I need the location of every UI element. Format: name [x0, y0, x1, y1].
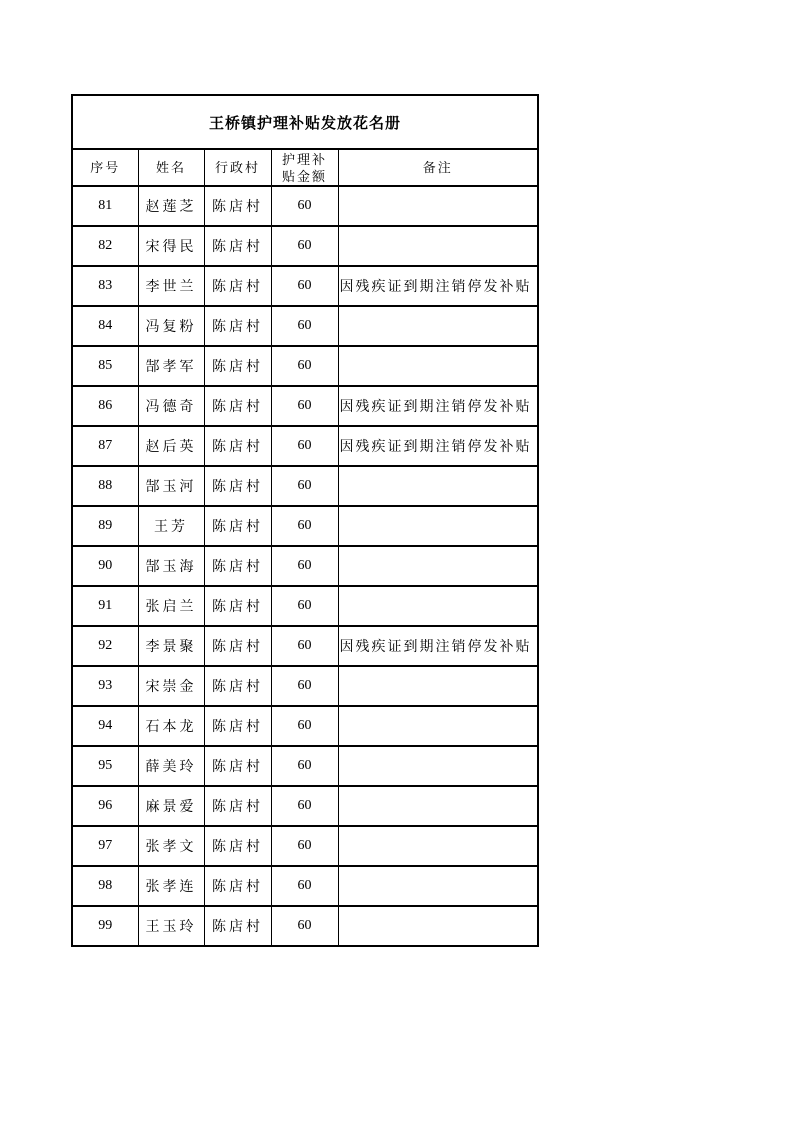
table-row — [72, 786, 538, 826]
cell-village: 陈店村 — [204, 386, 271, 426]
cell-village: 陈店村 — [204, 786, 271, 826]
cell-remark — [338, 186, 538, 226]
cell-index: 93 — [72, 666, 138, 706]
cell-index: 86 — [72, 386, 138, 426]
cell-index: 91 — [72, 586, 138, 626]
cell-index: 84 — [72, 306, 138, 346]
table-row — [72, 546, 538, 586]
cell-remark: 因残疾证到期注销停发补贴 — [338, 626, 538, 666]
cell-remark — [338, 866, 538, 906]
cell-index: 94 — [72, 706, 138, 746]
table-row — [72, 906, 538, 946]
cell-name: 王芳 — [138, 506, 204, 546]
table-row — [72, 666, 538, 706]
cell-amount: 60 — [271, 906, 338, 946]
cell-name: 郜玉海 — [138, 546, 204, 586]
cell-name: 郜孝军 — [138, 346, 204, 386]
table-row — [72, 226, 538, 266]
cell-village: 陈店村 — [204, 306, 271, 346]
cell-name: 李景聚 — [138, 626, 204, 666]
cell-amount: 60 — [271, 706, 338, 746]
table-row — [72, 306, 538, 346]
table-row — [72, 706, 538, 746]
cell-name: 薛美玲 — [138, 746, 204, 786]
cell-village: 陈店村 — [204, 346, 271, 386]
cell-village: 陈店村 — [204, 626, 271, 666]
cell-amount: 60 — [271, 626, 338, 666]
cell-index: 92 — [72, 626, 138, 666]
cell-index: 87 — [72, 426, 138, 466]
cell-village: 陈店村 — [204, 266, 271, 306]
cell-remark — [338, 906, 538, 946]
cell-name: 石本龙 — [138, 706, 204, 746]
cell-amount: 60 — [271, 506, 338, 546]
header-row — [72, 149, 538, 186]
cell-index: 82 — [72, 226, 138, 266]
cell-name: 冯德奇 — [138, 386, 204, 426]
cell-village: 陈店村 — [204, 226, 271, 266]
cell-index: 88 — [72, 466, 138, 506]
cell-amount: 60 — [271, 746, 338, 786]
cell-village: 陈店村 — [204, 826, 271, 866]
cell-village: 陈店村 — [204, 586, 271, 626]
cell-remark — [338, 586, 538, 626]
cell-village: 陈店村 — [204, 706, 271, 746]
cell-index: 95 — [72, 746, 138, 786]
cell-remark — [338, 706, 538, 746]
col-header-name: 姓名 — [138, 149, 204, 186]
cell-remark — [338, 746, 538, 786]
cell-village: 陈店村 — [204, 906, 271, 946]
cell-remark: 因残疾证到期注销停发补贴 — [338, 426, 538, 466]
cell-amount: 60 — [271, 266, 338, 306]
title-row — [72, 95, 538, 149]
cell-amount: 60 — [271, 466, 338, 506]
table-row — [72, 746, 538, 786]
cell-amount: 60 — [271, 306, 338, 346]
table-row — [72, 506, 538, 546]
cell-name: 张启兰 — [138, 586, 204, 626]
cell-index: 96 — [72, 786, 138, 826]
table-row — [72, 386, 538, 426]
cell-village: 陈店村 — [204, 466, 271, 506]
cell-amount: 60 — [271, 786, 338, 826]
table-row — [72, 266, 538, 306]
col-header-village: 行政村 — [204, 149, 271, 186]
cell-village: 陈店村 — [204, 666, 271, 706]
cell-index: 97 — [72, 826, 138, 866]
cell-amount: 60 — [271, 866, 338, 906]
cell-name: 麻景爱 — [138, 786, 204, 826]
cell-name: 郜玉河 — [138, 466, 204, 506]
cell-remark — [338, 466, 538, 506]
cell-name: 张孝文 — [138, 826, 204, 866]
cell-amount: 60 — [271, 186, 338, 226]
cell-village: 陈店村 — [204, 426, 271, 466]
cell-remark — [338, 226, 538, 266]
cell-amount: 60 — [271, 226, 338, 266]
cell-remark — [338, 546, 538, 586]
cell-amount: 60 — [271, 546, 338, 586]
cell-amount: 60 — [271, 826, 338, 866]
col-header-remark: 备注 — [338, 149, 538, 186]
table-row — [72, 466, 538, 506]
table-row — [72, 346, 538, 386]
table-row — [72, 586, 538, 626]
cell-index: 81 — [72, 186, 138, 226]
cell-index: 85 — [72, 346, 138, 386]
cell-name: 宋得民 — [138, 226, 204, 266]
table-row — [72, 866, 538, 906]
cell-name: 张孝连 — [138, 866, 204, 906]
cell-remark: 因残疾证到期注销停发补贴 — [338, 386, 538, 426]
cell-name: 李世兰 — [138, 266, 204, 306]
col-header-index: 序号 — [72, 149, 138, 186]
cell-remark: 因残疾证到期注销停发补贴 — [338, 266, 538, 306]
table-title: 王桥镇护理补贴发放花名册 — [72, 95, 538, 149]
cell-index: 83 — [72, 266, 138, 306]
cell-name: 冯复粉 — [138, 306, 204, 346]
cell-index: 99 — [72, 906, 138, 946]
table-row — [72, 426, 538, 466]
cell-village: 陈店村 — [204, 866, 271, 906]
cell-village: 陈店村 — [204, 506, 271, 546]
table-row — [72, 626, 538, 666]
cell-name: 赵后英 — [138, 426, 204, 466]
cell-amount: 60 — [271, 346, 338, 386]
cell-village: 陈店村 — [204, 186, 271, 226]
cell-index: 89 — [72, 506, 138, 546]
cell-index: 98 — [72, 866, 138, 906]
cell-remark — [338, 666, 538, 706]
cell-remark — [338, 306, 538, 346]
cell-remark — [338, 786, 538, 826]
col-header-amount: 护理补贴金额 — [271, 149, 338, 186]
table-row — [72, 826, 538, 866]
cell-amount: 60 — [271, 666, 338, 706]
cell-index: 90 — [72, 546, 138, 586]
cell-amount: 60 — [271, 586, 338, 626]
table-row — [72, 186, 538, 226]
cell-name: 赵莲芝 — [138, 186, 204, 226]
cell-amount: 60 — [271, 386, 338, 426]
cell-village: 陈店村 — [204, 546, 271, 586]
roster-table — [71, 94, 539, 947]
cell-name: 王玉玲 — [138, 906, 204, 946]
cell-remark — [338, 346, 538, 386]
cell-village: 陈店村 — [204, 746, 271, 786]
cell-remark — [338, 506, 538, 546]
cell-name: 宋崇金 — [138, 666, 204, 706]
cell-amount: 60 — [271, 426, 338, 466]
cell-remark — [338, 826, 538, 866]
